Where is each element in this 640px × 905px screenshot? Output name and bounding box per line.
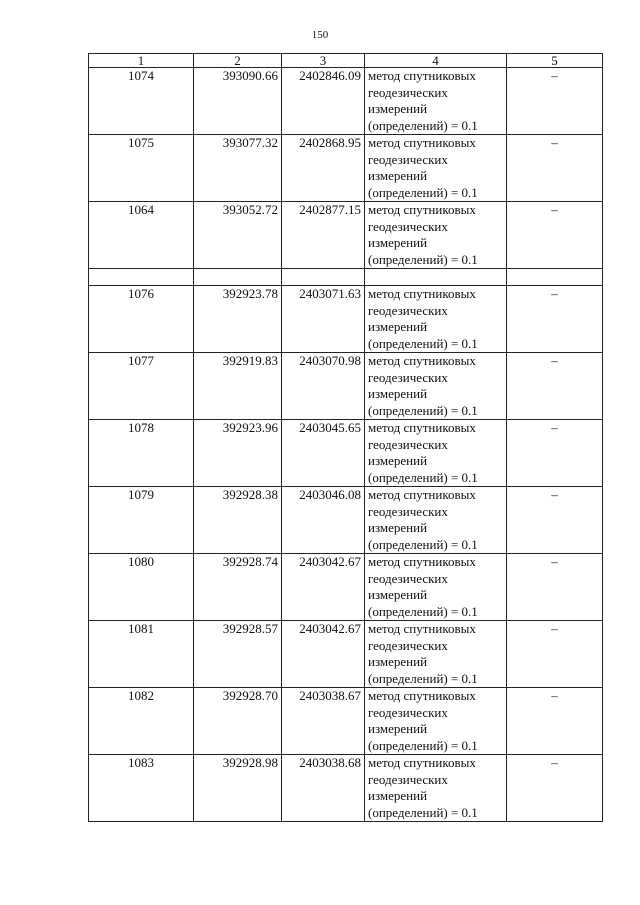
y-coordinate-cell: 2403071.63 (282, 286, 365, 353)
y-coordinate-cell: 2402877.15 (282, 202, 365, 269)
point-number-cell: 1076 (89, 286, 194, 353)
table-row (89, 286, 603, 353)
method-cell (365, 269, 507, 286)
method-cell: метод спутниковых геодезических измерений (определений) = 0.1 (365, 755, 507, 822)
x-coordinate-cell: 392919.83 (194, 353, 282, 420)
note-cell: – (507, 688, 603, 755)
table-row (89, 621, 603, 688)
note-cell: – (507, 420, 603, 487)
point-number-cell: 1064 (89, 202, 194, 269)
coordinates-table (88, 53, 603, 822)
method-cell: метод спутниковых геодезических измерений (определений) = 0.1 (365, 554, 507, 621)
x-coordinate-cell: 392928.98 (194, 755, 282, 822)
table-row (89, 135, 603, 202)
method-cell: метод спутниковых геодезических измерений (определений) = 0.1 (365, 487, 507, 554)
y-coordinate-cell: 2403038.67 (282, 688, 365, 755)
header-col-4: 4 (365, 54, 507, 68)
header-row (89, 54, 603, 68)
x-coordinate-cell: 393077.32 (194, 135, 282, 202)
point-number-cell (89, 269, 194, 286)
method-cell: метод спутниковых геодезических измерений (определений) = 0.1 (365, 202, 507, 269)
table-row (89, 554, 603, 621)
x-coordinate-cell: 392928.57 (194, 621, 282, 688)
x-coordinate-cell (194, 269, 282, 286)
point-number-cell: 1075 (89, 135, 194, 202)
note-cell: – (507, 68, 603, 135)
table-row (89, 68, 603, 135)
point-number-cell: 1082 (89, 688, 194, 755)
note-cell (507, 269, 603, 286)
method-cell: метод спутниковых геодезических измерений (определений) = 0.1 (365, 420, 507, 487)
note-cell: – (507, 487, 603, 554)
method-cell: метод спутниковых геодезических измерений (определений) = 0.1 (365, 68, 507, 135)
header-col-3: 3 (282, 54, 365, 68)
table-row (89, 420, 603, 487)
note-cell: – (507, 135, 603, 202)
table-row (89, 688, 603, 755)
point-number-cell: 1074 (89, 68, 194, 135)
note-cell: – (507, 286, 603, 353)
point-number-cell: 1080 (89, 554, 194, 621)
method-cell: метод спутниковых геодезических измерений (определений) = 0.1 (365, 135, 507, 202)
point-number-cell: 1081 (89, 621, 194, 688)
y-coordinate-cell: 2403046.08 (282, 487, 365, 554)
point-number-cell: 1079 (89, 487, 194, 554)
note-cell: – (507, 353, 603, 420)
point-number-cell: 1077 (89, 353, 194, 420)
y-coordinate-cell: 2403045.65 (282, 420, 365, 487)
x-coordinate-cell: 392928.70 (194, 688, 282, 755)
point-number-cell: 1078 (89, 420, 194, 487)
note-cell: – (507, 621, 603, 688)
note-cell: – (507, 554, 603, 621)
header-col-1: 1 (89, 54, 194, 68)
table-row (89, 755, 603, 822)
point-number-cell: 1083 (89, 755, 194, 822)
y-coordinate-cell (282, 269, 365, 286)
y-coordinate-cell: 2403070.98 (282, 353, 365, 420)
table-row (89, 487, 603, 554)
x-coordinate-cell: 392928.74 (194, 554, 282, 621)
table-row-empty (89, 269, 603, 286)
x-coordinate-cell: 392923.96 (194, 420, 282, 487)
y-coordinate-cell: 2403042.67 (282, 621, 365, 688)
y-coordinate-cell: 2402846.09 (282, 68, 365, 135)
y-coordinate-cell: 2403042.67 (282, 554, 365, 621)
method-cell: метод спутниковых геодезических измерений (определений) = 0.1 (365, 353, 507, 420)
x-coordinate-cell: 393052.72 (194, 202, 282, 269)
note-cell: – (507, 755, 603, 822)
table-row (89, 202, 603, 269)
table-row (89, 353, 603, 420)
header-col-5: 5 (507, 54, 603, 68)
method-cell: метод спутниковых геодезических измерений (определений) = 0.1 (365, 286, 507, 353)
x-coordinate-cell: 392923.78 (194, 286, 282, 353)
x-coordinate-cell: 392928.38 (194, 487, 282, 554)
header-col-2: 2 (194, 54, 282, 68)
page-number: 150 (311, 29, 329, 41)
y-coordinate-cell: 2402868.95 (282, 135, 365, 202)
y-coordinate-cell: 2403038.68 (282, 755, 365, 822)
method-cell: метод спутниковых геодезических измерений (определений) = 0.1 (365, 688, 507, 755)
x-coordinate-cell: 393090.66 (194, 68, 282, 135)
note-cell: – (507, 202, 603, 269)
method-cell: метод спутниковых геодезических измерений (определений) = 0.1 (365, 621, 507, 688)
table-body (89, 68, 603, 822)
